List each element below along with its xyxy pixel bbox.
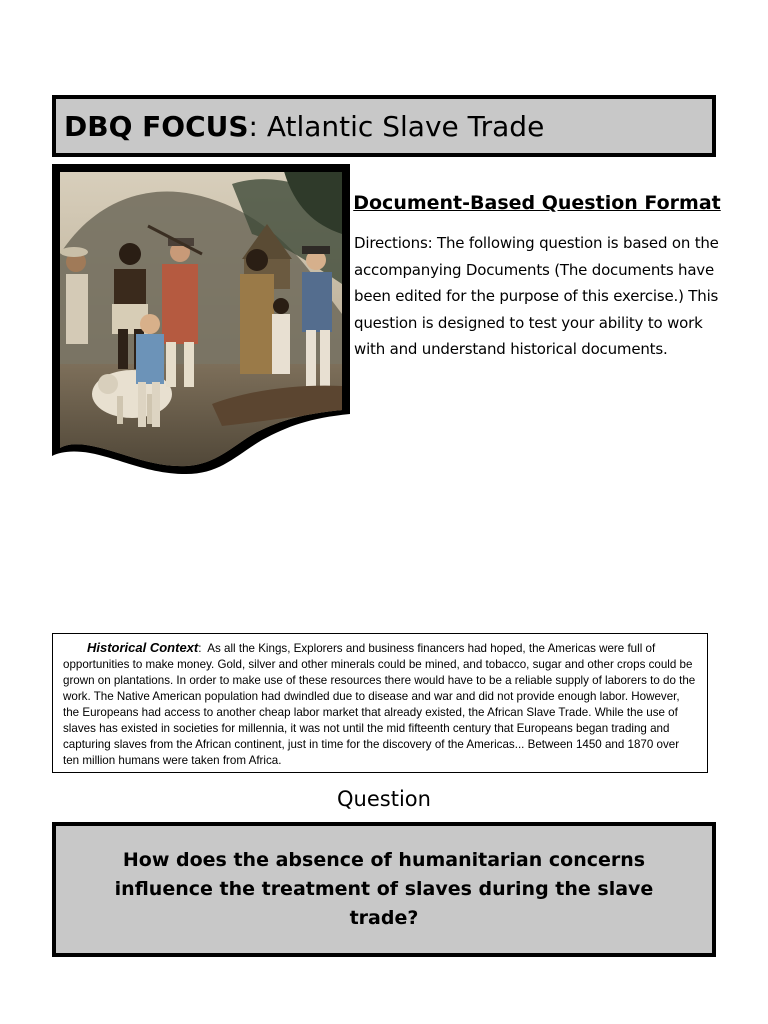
historical-context: Historical Context: As all the Kings, Explorers and business financers had hoped, the Americas were full of opportunities to make money. Gold, silver and other minerals could be mined, and tobacco, sugar and other crops could be grown on plantations. In order to make use of these resources there would have to be a reliable supply of laborers to do the work. The Native American population had dwindled due to disease and war and did not provide enough labor. However, the Europeans had access to another cheap labor market that already existed, the African Slave Trade. While the use of slaves has existed in societies for millennia, it was not until the mid fifteenth century that Europeans began trading and capturing slaves from the African continent, just in time for the discovery of the Americas... Between 1450 and 1870 over ten million humans were taken from Africa. bbox=[63, 640, 696, 767]
title-bold: DBQ FOCUS bbox=[64, 109, 249, 143]
context-label: Historical Context bbox=[87, 640, 199, 655]
question-box bbox=[52, 822, 716, 957]
historical-context-box bbox=[52, 633, 708, 773]
context-body: As all the Kings, Explorers and business financers had hoped, the Americas were full of opportunities to make money. Gold, silver and other minerals could be mined, and tobacco, sugar and other crops could be grown on plantations. In order to make use of these resources there would have to be a reliable supply of laborers to do the work. The Native American population had dwindled due to disease and war and did not provide enough labor. However, the Europeans had access to another cheap labor market that already existed, the African Slave Trade. While the use of slaves has existed in societies for millennia, it was not until the mid fifteenth century that Europeans began trading and capturing slaves from the African continent, just in time for the discovery of the Americas... Between 1450 and 1870 over ten million humans were taken from Africa. bbox=[63, 642, 696, 767]
page-title bbox=[64, 110, 544, 143]
format-heading: Document-Based Question Format bbox=[353, 192, 721, 214]
historical-illustration bbox=[52, 164, 350, 474]
title-rest: : Atlantic Slave Trade bbox=[248, 109, 545, 143]
historical-engraving-icon bbox=[52, 164, 350, 474]
title-banner bbox=[52, 95, 716, 157]
question-heading: Question bbox=[337, 787, 431, 811]
question-text: How does the absence of humanitarian concerns influence the treatment of slaves during the slave trade? bbox=[114, 849, 654, 929]
directions-text: Directions: The following question is based on the accompanying Documents (The documents have been edited for the purpose of this exercise.) This question is designed to test your ability to work with and understand historical documents. bbox=[354, 234, 719, 358]
